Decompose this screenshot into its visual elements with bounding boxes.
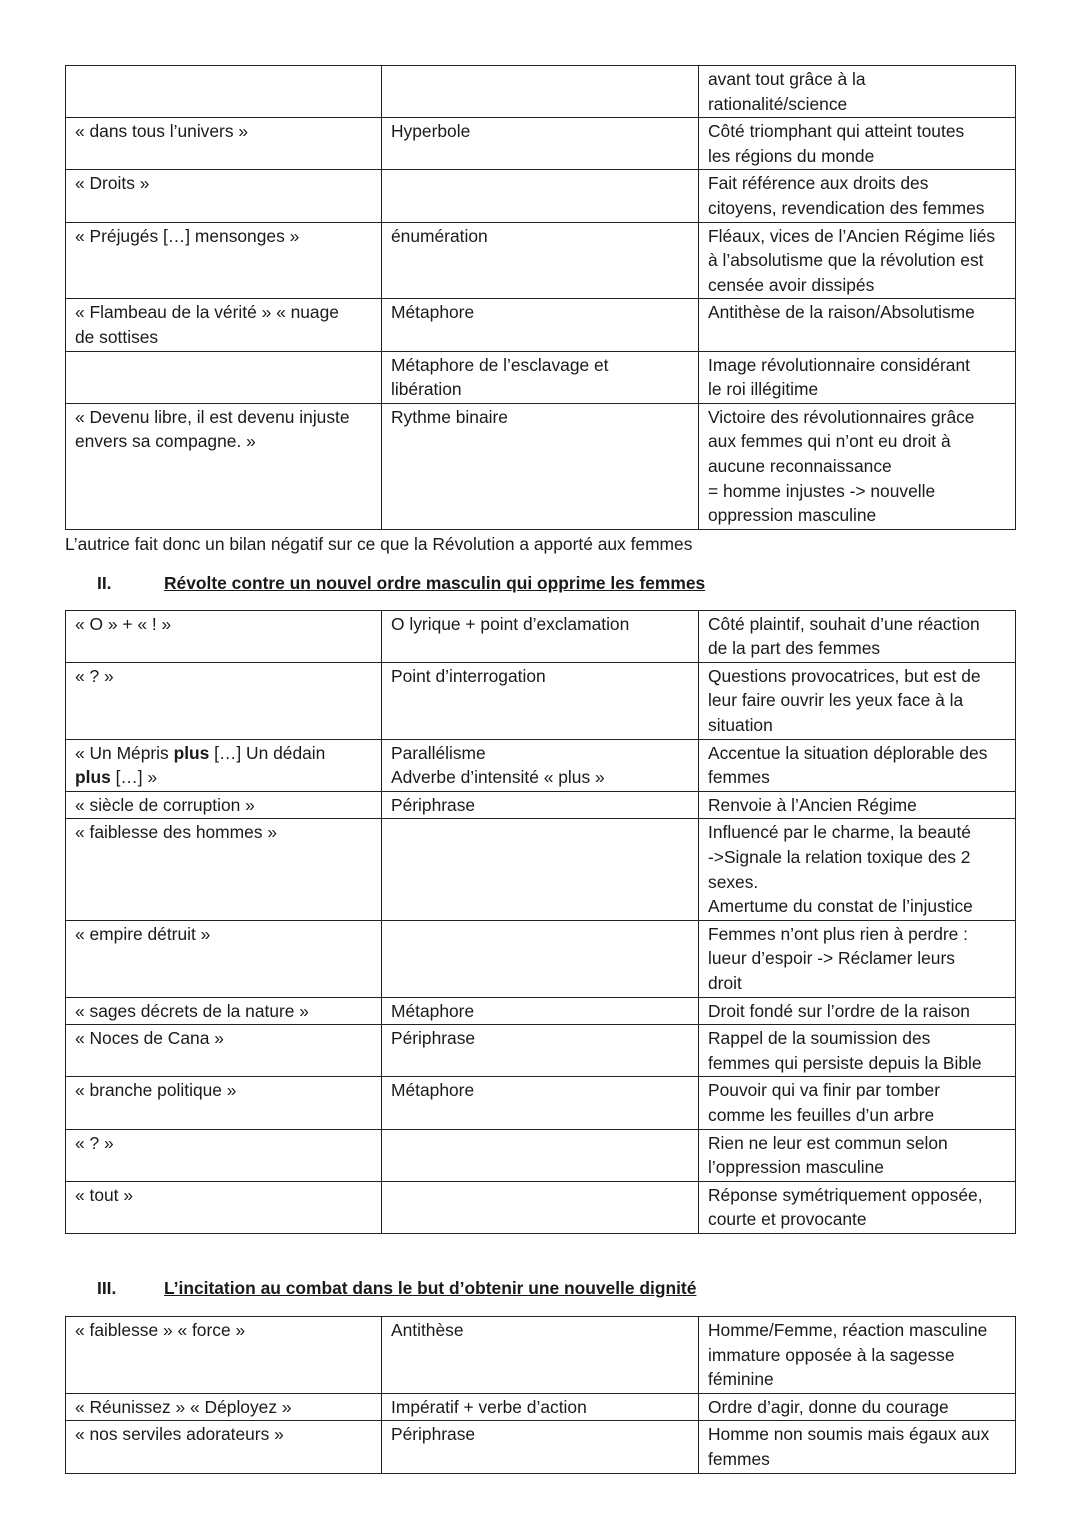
- device-cell: Hyperbole: [382, 118, 699, 170]
- quote-cell: « Flambeau de la vérité » « nuage de sottises: [66, 299, 382, 351]
- table-row: [66, 299, 1016, 351]
- analysis-cell: Accentue la situation déplorable des femmes: [699, 739, 1016, 791]
- analysis-table-section3: [65, 1316, 1016, 1474]
- device-cell: Métaphore de l’esclavage et libération: [382, 351, 699, 403]
- table-row: [66, 170, 1016, 222]
- device-cell: [382, 1181, 699, 1233]
- device-cell: [382, 170, 699, 222]
- quote-text: […] Un dédain: [214, 742, 326, 763]
- table-row: [66, 610, 1016, 662]
- device-cell: Périphrase: [382, 791, 699, 819]
- device-cell: énumération: [382, 222, 699, 299]
- quote-cell: « Devenu libre, il est devenu injuste envers sa compagne. »: [66, 403, 382, 529]
- analysis-cell: Réponse symétriquement opposée, courte et provocante: [699, 1181, 1016, 1233]
- analysis-cell: Pouvoir qui va finir par tomber comme les feuilles d’un arbre: [699, 1077, 1016, 1129]
- quote-cell: « Droits »: [66, 170, 382, 222]
- analysis-cell: Fait référence aux droits des citoyens, revendication des femmes: [699, 170, 1016, 222]
- table-row: [66, 997, 1016, 1025]
- document-page: [65, 65, 1015, 1474]
- analysis-cell: Droit fondé sur l’ordre de la raison: [699, 997, 1016, 1025]
- quote-cell: « Réunissez » « Déployez »: [66, 1393, 382, 1421]
- quote-cell: « ? »: [66, 1129, 382, 1181]
- device-cell: Impératif + verbe d’action: [382, 1393, 699, 1421]
- device-cell: [382, 66, 699, 118]
- quote-cell: « nos serviles adorateurs »: [66, 1421, 382, 1473]
- device-cell: Métaphore: [382, 1077, 699, 1129]
- quote-cell: « sages décrets de la nature »: [66, 997, 382, 1025]
- analysis-cell: Victoire des révolutionnaires grâce aux femmes qui n’ont eu droit à aucune reconnaissance = homme injustes -> nouvelle oppression masculine: [699, 403, 1016, 529]
- quote-cell: « empire détruit »: [66, 920, 382, 997]
- conclusion-text: L’autrice fait donc un bilan négatif sur ce que la Révolution a apporté aux femmes: [65, 533, 693, 554]
- table-row: [66, 66, 1016, 118]
- table-row: [66, 1316, 1016, 1393]
- section-number: II.: [97, 572, 112, 593]
- device-cell: Périphrase: [382, 1025, 699, 1077]
- emphasis-text: plus: [173, 742, 210, 763]
- device-cell: [382, 1129, 699, 1181]
- table-row: [66, 1181, 1016, 1233]
- analysis-cell: avant tout grâce à la rationalité/science: [699, 66, 1016, 118]
- quote-cell: « tout »: [66, 1181, 382, 1233]
- analysis-cell: Antithèse de la raison/Absolutisme: [699, 299, 1016, 351]
- table-row: [66, 1393, 1016, 1421]
- quote-cell: « siècle de corruption »: [66, 791, 382, 819]
- quote-cell: « faiblesse » « force »: [66, 1316, 382, 1393]
- device-cell: Antithèse: [382, 1316, 699, 1393]
- table-row: [66, 1129, 1016, 1181]
- device-cell: Point d’interrogation: [382, 662, 699, 739]
- analysis-cell: Rappel de la soumission des femmes qui persiste depuis la Bible: [699, 1025, 1016, 1077]
- analysis-cell: Ordre d’agir, donne du courage: [699, 1393, 1016, 1421]
- analysis-cell: Homme non soumis mais égaux aux femmes: [699, 1421, 1016, 1473]
- table-row: [66, 403, 1016, 529]
- table-row: [66, 222, 1016, 299]
- section-heading-2: [65, 573, 1015, 594]
- quote-cell: « Préjugés […] mensonges »: [66, 222, 382, 299]
- section-heading-3: [65, 1278, 1015, 1299]
- analysis-cell: Côté plaintif, souhait d’une réaction de la part des femmes: [699, 610, 1016, 662]
- device-cell: Métaphore: [382, 299, 699, 351]
- device-cell: [382, 819, 699, 920]
- section-number: III.: [97, 1277, 117, 1298]
- quote-text: « Un Mépris: [75, 742, 174, 763]
- section-title: L’incitation au combat dans le but d’obtenir une nouvelle dignité: [164, 1277, 697, 1298]
- analysis-cell: Fléaux, vices de l’Ancien Régime liés à l’absolutisme que la révolution est censée avoir dissipés: [699, 222, 1016, 299]
- table-row: [66, 1421, 1016, 1473]
- quote-cell: « O » + « ! »: [66, 610, 382, 662]
- analysis-cell: Rien ne leur est commun selon l’oppression masculine: [699, 1129, 1016, 1181]
- table-row: [66, 662, 1016, 739]
- section-title: Révolte contre un nouvel ordre masculin qui opprime les femmes: [164, 572, 706, 593]
- table-row: [66, 819, 1016, 920]
- device-cell: [382, 920, 699, 997]
- quote-text: […] »: [110, 767, 158, 788]
- quote-cell: « branche politique »: [66, 1077, 382, 1129]
- analysis-cell: Renvoie à l’Ancien Régime: [699, 791, 1016, 819]
- table-row: [66, 1077, 1016, 1129]
- table-row: [66, 920, 1016, 997]
- device-cell: O lyrique + point d’exclamation: [382, 610, 699, 662]
- emphasis-text: plus: [75, 767, 111, 788]
- analysis-cell: Côté triomphant qui atteint toutes les régions du monde: [699, 118, 1016, 170]
- analysis-cell: Questions provocatrices, but est de leur faire ouvrir les yeux face à la situation: [699, 662, 1016, 739]
- analysis-cell: Femmes n’ont plus rien à perdre : lueur d’espoir -> Réclamer leurs droit: [699, 920, 1016, 997]
- quote-cell: [66, 739, 382, 791]
- analysis-table-part1: [65, 65, 1016, 530]
- device-cell: Périphrase: [382, 1421, 699, 1473]
- analysis-cell: Influencé par le charme, la beauté ->Signale la relation toxique des 2 sexes. Amertume du constat de l’injustice: [699, 819, 1016, 920]
- device-cell: Métaphore: [382, 997, 699, 1025]
- quote-cell: « dans tous l’univers »: [66, 118, 382, 170]
- quote-cell: « Noces de Cana »: [66, 1025, 382, 1077]
- table-row: [66, 351, 1016, 403]
- device-cell: Parallélisme Adverbe d’intensité « plus »: [382, 739, 699, 791]
- table-row: [66, 739, 1016, 791]
- quote-cell: « ? »: [66, 662, 382, 739]
- analysis-cell: Image révolutionnaire considérant le roi illégitime: [699, 351, 1016, 403]
- table-row: [66, 1025, 1016, 1077]
- analysis-table-section2: [65, 610, 1016, 1234]
- table-row: [66, 118, 1016, 170]
- quote-cell: [66, 351, 382, 403]
- quote-cell: [66, 66, 382, 118]
- device-cell: Rythme binaire: [382, 403, 699, 529]
- table-row: [66, 791, 1016, 819]
- quote-cell: « faiblesse des hommes »: [66, 819, 382, 920]
- analysis-cell: Homme/Femme, réaction masculine immature opposée à la sagesse féminine: [699, 1316, 1016, 1393]
